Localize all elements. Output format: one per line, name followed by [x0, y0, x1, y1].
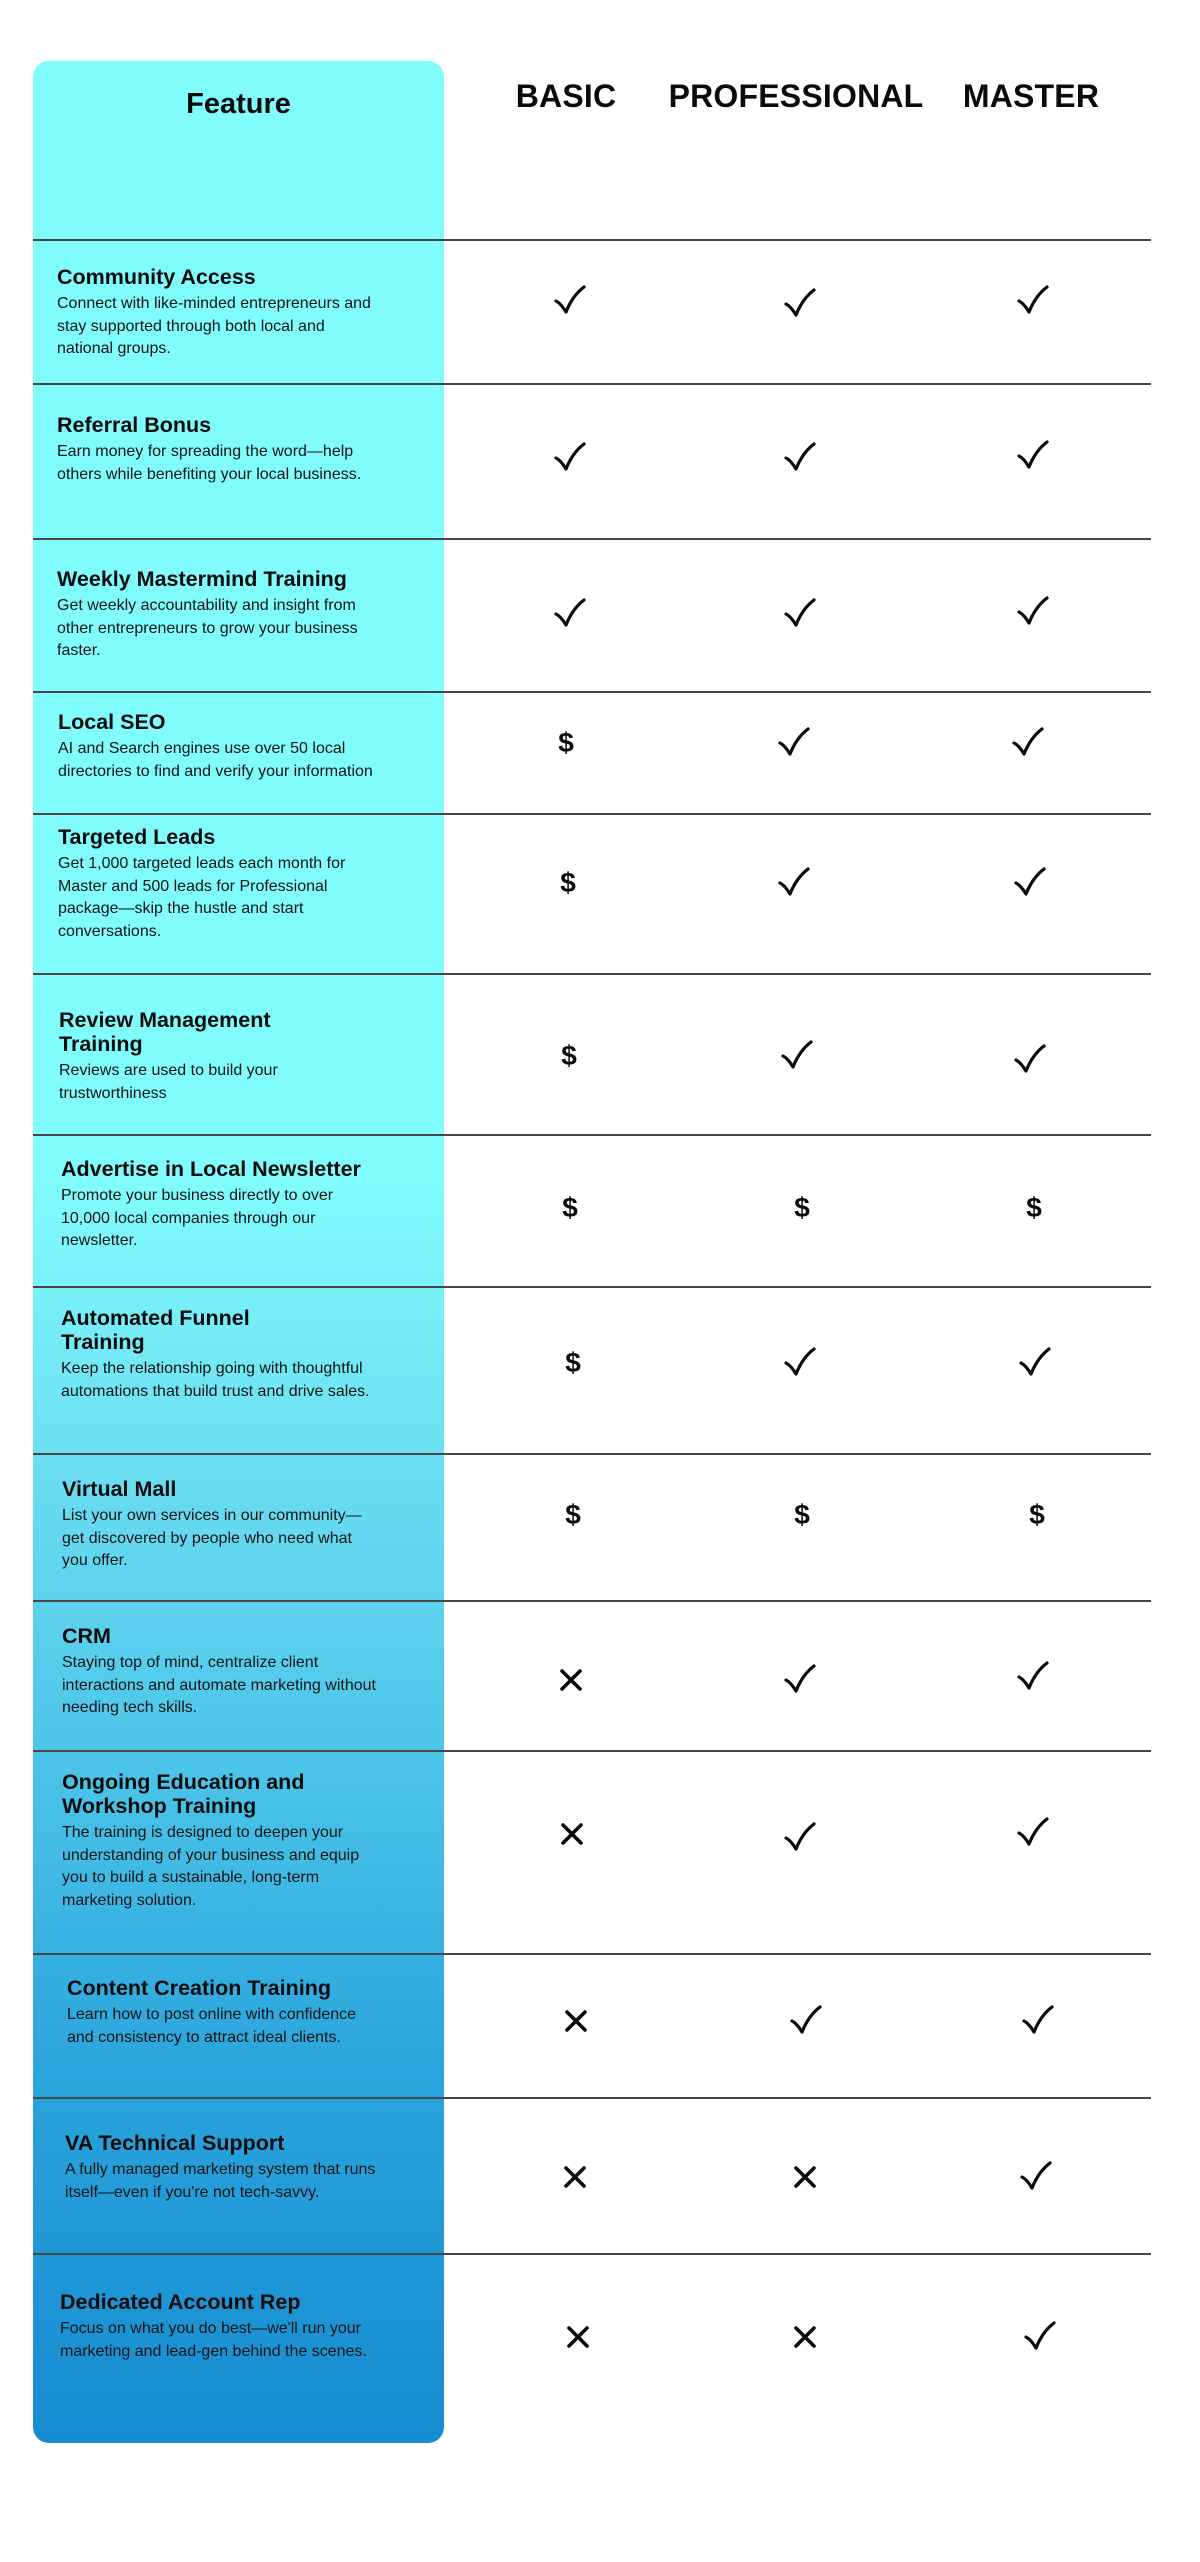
plan-professional-not-included — [793, 2165, 817, 2189]
checkmark-icon — [783, 287, 817, 321]
checkmark-icon — [1018, 1346, 1052, 1380]
feature-title: Community Access — [57, 265, 256, 289]
row-divider — [33, 383, 1151, 385]
feature-row — [61, 1306, 421, 1403]
feature-title: Virtual Mall — [62, 1477, 177, 1501]
row-divider — [33, 1953, 1151, 1955]
row-divider — [33, 2253, 1151, 2255]
checkmark-icon — [780, 1039, 814, 1073]
plan-master-included — [1023, 2320, 1057, 2354]
checkmark-icon — [783, 597, 817, 631]
feature-title: Advertise in Local Newsletter — [61, 1157, 361, 1181]
plan-master-included — [1011, 726, 1045, 760]
cross-icon — [793, 2325, 817, 2349]
feature-description: A fully managed marketing system that runs itself—even if you're not tech-savvy. — [65, 2161, 376, 2201]
plan-master-included — [1019, 2160, 1053, 2194]
plan-master-included — [1016, 439, 1050, 473]
plan-basic-paid-addon: $ — [565, 1499, 581, 1530]
plan-master-included — [1021, 2004, 1055, 2038]
checkmark-icon — [1016, 284, 1050, 318]
plan-basic-paid-addon: $ — [558, 727, 574, 758]
feature-title: Dedicated Account Rep — [60, 2290, 301, 2314]
feature-description: Keep the relationship going with thoughtful automations that build trust and drive sales. — [61, 1360, 370, 1400]
plan-professional-included — [777, 866, 811, 900]
feature-row — [58, 710, 418, 783]
feature-description: Connect with like-minded entrepreneurs and stay supported through both local and national groups. — [57, 295, 371, 357]
feature-description: The training is designed to deepen your understanding of your business and equip you to build a sustainable, long-term marketing solution. — [62, 1824, 360, 1909]
row-divider — [33, 1453, 1151, 1455]
checkmark-icon — [553, 441, 587, 475]
feature-description: Learn how to post online with confidence and consistency to attract ideal clients. — [67, 2006, 357, 2046]
cross-icon — [564, 2009, 588, 2033]
feature-row — [65, 2131, 425, 2204]
row-divider — [33, 973, 1151, 975]
plan-basic-not-included — [563, 2165, 587, 2189]
feature-row — [62, 1477, 422, 1573]
feature-row — [58, 825, 418, 943]
plan-professional-included — [783, 1663, 817, 1697]
checkmark-icon — [1019, 2160, 1053, 2194]
plan-professional-not-included — [793, 2325, 817, 2349]
row-divider — [33, 538, 1151, 540]
feature-description: Get weekly accountability and insight from other entrepreneurs to grow your business faster. — [57, 597, 358, 659]
feature-title: Review Management Training — [59, 1008, 271, 1056]
feature-title: Referral Bonus — [57, 413, 212, 437]
plan-professional-included — [783, 441, 817, 475]
feature-title: CRM — [62, 1624, 111, 1648]
feature-row — [57, 567, 417, 663]
checkmark-icon — [1021, 2004, 1055, 2038]
row-divider — [33, 2097, 1151, 2099]
feature-title: Content Creation Training — [67, 1976, 331, 2000]
plan-professional-included — [777, 726, 811, 760]
checkmark-icon — [777, 866, 811, 900]
feature-description: AI and Search engines use over 50 local directories to find and verify your information — [58, 740, 373, 780]
row-divider — [33, 1750, 1151, 1752]
plan-basic-not-included — [559, 1668, 583, 1692]
plan-header-professional: PROFESSIONAL — [668, 78, 924, 114]
checkmark-icon — [783, 441, 817, 475]
feature-row — [60, 2290, 420, 2363]
plan-master-included — [1013, 1043, 1047, 1077]
feature-row — [62, 1624, 422, 1720]
feature-column-header: Feature — [186, 88, 291, 120]
feature-title: Targeted Leads — [58, 825, 216, 849]
feature-row — [57, 265, 417, 361]
checkmark-icon — [1013, 866, 1047, 900]
checkmark-icon — [783, 1821, 817, 1855]
feature-title: Automated Funnel Training — [61, 1306, 250, 1354]
plan-header-basic: BASIC — [515, 78, 617, 114]
checkmark-icon — [1023, 2320, 1057, 2354]
feature-title: Weekly Mastermind Training — [57, 567, 347, 591]
plan-professional-included — [780, 1039, 814, 1073]
feature-row — [62, 1770, 422, 1912]
checkmark-icon — [553, 284, 587, 318]
row-divider — [33, 813, 1151, 815]
feature-row — [61, 1157, 421, 1253]
plan-master-included — [1016, 284, 1050, 318]
plan-master-paid-addon: $ — [1026, 1192, 1042, 1223]
row-divider — [33, 239, 1151, 241]
feature-description: Promote your business directly to over 10,000 local companies through our newsletter. — [61, 1187, 334, 1249]
checkmark-icon — [1013, 1043, 1047, 1077]
feature-title: VA Technical Support — [65, 2131, 285, 2155]
feature-title: Local SEO — [58, 710, 166, 734]
plan-master-included — [1013, 866, 1047, 900]
plan-professional-included — [783, 597, 817, 631]
checkmark-icon — [783, 1346, 817, 1380]
plan-header-master: MASTER — [962, 78, 1100, 114]
plan-basic-not-included — [560, 1822, 584, 1846]
checkmark-icon — [1016, 1660, 1050, 1694]
plan-basic-paid-addon: $ — [560, 867, 576, 898]
cross-icon — [563, 2165, 587, 2189]
plan-master-included — [1018, 1346, 1052, 1380]
feature-title: Ongoing Education and Workshop Training — [62, 1770, 305, 1818]
cross-icon — [793, 2165, 817, 2189]
cross-icon — [560, 1822, 584, 1846]
checkmark-icon — [789, 2004, 823, 2038]
checkmark-icon — [1016, 439, 1050, 473]
plan-master-paid-addon: $ — [1029, 1499, 1045, 1530]
plan-basic-paid-addon: $ — [561, 1040, 577, 1071]
checkmark-icon — [1016, 1816, 1050, 1850]
cross-icon — [566, 2325, 590, 2349]
feature-description: Earn money for spreading the word—help others while benefiting your local business. — [57, 443, 362, 483]
row-divider — [33, 1134, 1151, 1136]
plan-professional-paid-addon: $ — [794, 1499, 810, 1530]
plan-master-included — [1016, 595, 1050, 629]
row-divider — [33, 1600, 1151, 1602]
checkmark-icon — [1016, 595, 1050, 629]
plan-basic-paid-addon: $ — [562, 1192, 578, 1223]
plan-basic-included — [553, 284, 587, 318]
feature-row — [67, 1976, 427, 2049]
plan-professional-included — [783, 1346, 817, 1380]
feature-description: List your own services in our community—get discovered by people who need what you offer. — [62, 1507, 362, 1569]
checkmark-icon — [553, 597, 587, 631]
checkmark-icon — [783, 1663, 817, 1697]
plan-professional-paid-addon: $ — [794, 1192, 810, 1223]
plan-master-included — [1016, 1660, 1050, 1694]
row-divider — [33, 691, 1151, 693]
plan-professional-included — [789, 2004, 823, 2038]
feature-description: Staying top of mind, centralize client interactions and automate marketing without needing tech skills. — [62, 1654, 376, 1716]
plan-basic-not-included — [566, 2325, 590, 2349]
plan-basic-paid-addon: $ — [565, 1347, 581, 1378]
plan-professional-included — [783, 1821, 817, 1855]
feature-description: Reviews are used to build your trustworthiness — [59, 1062, 278, 1102]
cross-icon — [559, 1668, 583, 1692]
plan-master-included — [1016, 1816, 1050, 1850]
plan-professional-included — [783, 287, 817, 321]
row-divider — [33, 1286, 1151, 1288]
checkmark-icon — [1011, 726, 1045, 760]
feature-row — [57, 413, 417, 486]
feature-row — [59, 1008, 419, 1105]
plan-basic-included — [553, 597, 587, 631]
feature-description: Get 1,000 targeted leads each month for Master and 500 leads for Professional package—skip the hustle and start conversations. — [58, 855, 346, 940]
checkmark-icon — [777, 726, 811, 760]
plan-basic-included — [553, 441, 587, 475]
feature-description: Focus on what you do best—we'll run your marketing and lead-gen behind the scenes. — [60, 2320, 367, 2360]
plan-basic-not-included — [564, 2009, 588, 2033]
